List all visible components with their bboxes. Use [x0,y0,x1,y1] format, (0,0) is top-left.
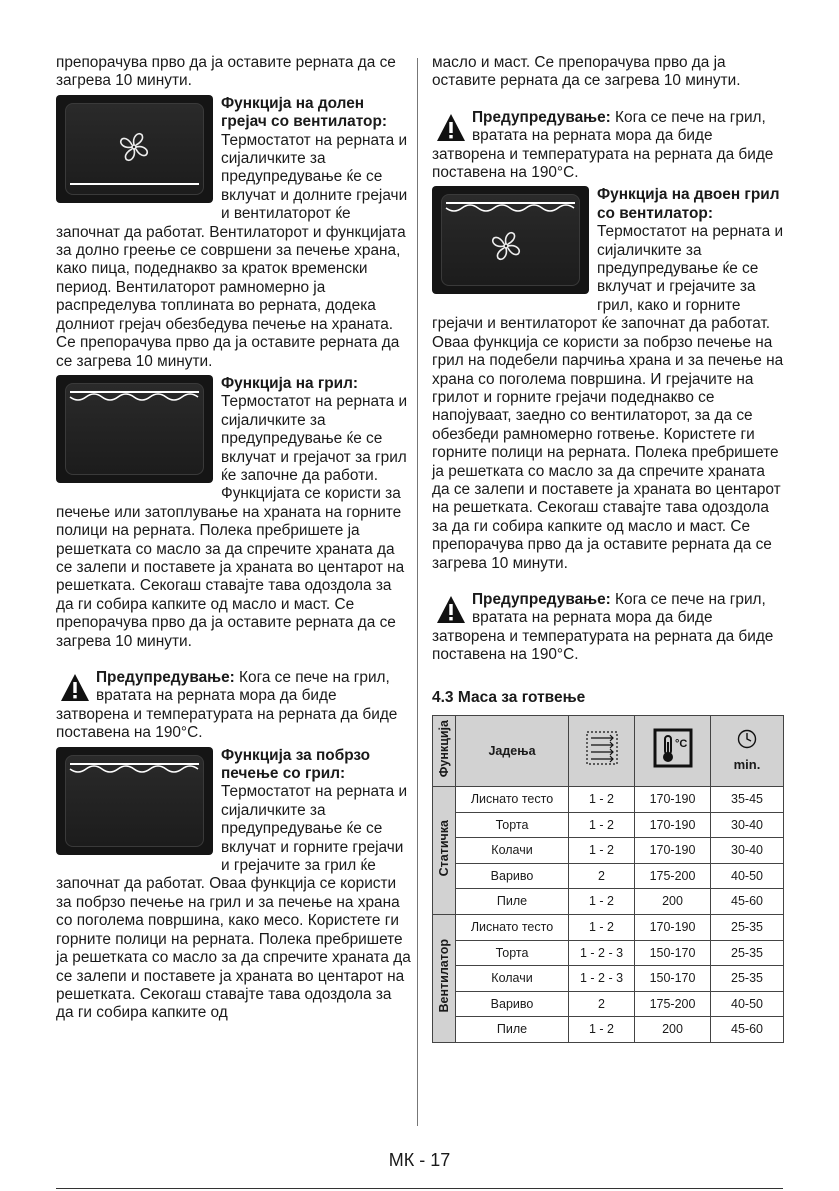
time-cell: 40-50 [711,863,784,889]
svg-text:°C: °C [674,738,687,751]
shelf-cell: 1 - 2 - 3 [569,966,635,992]
shelf-cell: 1 - 2 [569,889,635,915]
dual-grill-title: Функција на двоен грил со вентилатор: [597,186,780,222]
clock-icon [736,728,758,750]
fan-bottom-title: Функција на долен грејач со вентилатор: [221,94,387,131]
header-temperature-icon [635,716,711,787]
shelf-cell: 1 - 2 [569,914,635,940]
warning-left-label: Предупредување: [96,669,235,686]
time-unit: min. [733,756,761,772]
cooking-table [432,715,784,1043]
temperature-cell: 170-190 [635,914,711,940]
header-shelf-icon [569,716,635,787]
time-cell: 45-60 [711,1017,784,1043]
fast-grill-heater-icon [56,747,213,855]
grill-heater-icon [56,375,213,483]
warning-right-2-text: Кога се пече на грил, вратата на рерната мора да биде затворена и температурата на рерната да биде поставена на 190°C. [432,590,774,664]
dish-cell: Пиле [456,1017,569,1043]
dish-cell: Вариво [456,991,569,1017]
warning-icon [436,113,466,143]
table-row [433,940,784,966]
time-cell: 25-35 [711,940,784,966]
fast-grill-title: Функција за побрзо печење со грил: [221,746,371,783]
dish-cell: Торта [456,940,569,966]
fan-bottom-heater-icon [56,95,213,203]
table-row [433,914,784,940]
warning-right-1-text: Кога се пече на грил, вратата на рерната мора да биде затворена и температурата на рерната да биде поставена на 190°C. [432,108,774,182]
dish-cell: Колачи [456,838,569,864]
shelf-cell: 1 - 2 [569,812,635,838]
shelf-cell: 1 - 2 - 3 [569,940,635,966]
dual-grill-fan-icon [432,186,589,294]
function-group-label: Статичка [433,787,456,915]
thermometer-icon [653,728,693,768]
table-row [433,838,784,864]
table-row [433,787,784,813]
header-dishes: Јадења [456,716,569,787]
grill-text: Термостатот на рерната и сијаличките за предупредување ќе се вклучат и грејачот за грил ќе започне да работи. Функцијата се користи за печење или затоплување на храната на горните полици на рерната. Полека пребришете ја решетката со масло за да спречите храната да се залепи и поставете ја храната во центарот на решетката. Секогаш ставајте тава одоздола за да ги собира капките од масло и маст. Се препорачува прво да ја оставите рерната да се загрева 10 минути. [56,393,408,650]
warning-right-1 [432,109,784,183]
shelf-cell: 1 - 2 [569,838,635,864]
time-cell: 30-40 [711,838,784,864]
grill-title: Функција на грил: [221,374,359,392]
page-number: МК - 17 [388,1150,451,1170]
fan-bottom-heater-image [56,95,213,203]
dish-cell: Лиснато тесто [456,787,569,813]
table-row [433,966,784,992]
left-intro: препорачува прво да ја оставите рерната да се загрева 10 минути. [56,54,396,90]
table-row [433,1017,784,1043]
shelf-cell: 1 - 2 [569,1017,635,1043]
time-cell: 35-45 [711,787,784,813]
fan-bottom-text: Термостатот на рерната и сијаличките за предупредување ќе се вклучат и долните грејачи и вентилаторот ќе започнат да работат. Вентилаторот и функцијата за долно греење се совршени за печење храна, како пица, подеднакво за краток временски период. Вентилаторот рамномерно ја распределува топлината во рерната, додека долниот грејач обезбедува печење на храната. Се препорачува прво да ја оставите рерната да се загрева 10 минути. [56,131,408,370]
right-column [432,54,784,1043]
section-title: 4.3 Маса за готвење [432,688,586,706]
column-divider [417,58,418,1126]
shelf-cell: 2 [569,991,635,1017]
table-row [433,889,784,915]
warning-left [56,669,412,743]
table-header-row [433,716,784,787]
table-row [433,991,784,1017]
warning-icon [60,673,90,703]
warning-right-2 [432,591,784,665]
fast-grill-section [56,747,412,1023]
warning-right-2-label: Предупредување: [472,590,611,608]
right-intro: масло и маст. Се препорачува прво да ја оставите рерната да се загрева 10 минути. [432,54,741,90]
dish-cell: Торта [456,812,569,838]
time-cell: 45-60 [711,889,784,915]
table-body [433,787,784,1043]
temperature-cell: 150-170 [635,966,711,992]
dish-cell: Пиле [456,889,569,915]
temperature-cell: 170-190 [635,787,711,813]
fan-bottom-section [56,95,412,371]
table-row [433,812,784,838]
temperature-cell: 175-200 [635,991,711,1017]
temperature-cell: 170-190 [635,812,711,838]
fast-grill-image [56,747,213,855]
dish-cell: Лиснато тесто [456,914,569,940]
dual-grill-section [432,186,784,573]
dual-grill-image [432,186,589,294]
function-group-label: Вентилатор [433,914,456,1042]
temperature-cell: 175-200 [635,863,711,889]
shelf-level-icon [582,728,622,768]
warning-left-text: Кога се пече на грил, вратата на рерната мора да биде затворена и температурата на рерната да биде поставена на 190°C. [56,669,398,742]
time-cell: 40-50 [711,991,784,1017]
time-cell: 25-35 [711,966,784,992]
dish-cell: Вариво [456,863,569,889]
warning-icon [436,595,466,625]
temperature-cell: 200 [635,1017,711,1043]
header-time [711,716,784,787]
time-cell: 30-40 [711,812,784,838]
shelf-cell: 1 - 2 [569,787,635,813]
dual-grill-text: Термостатот на рерната и сијаличките за предупредување ќе се вклучат и грејачите за грил, како и горните грејачи и вентилаторот ќе започнат да работат. Оваа функција се користи за побрзо печење на грил на подебели парчиња храна и за печење на храна со поголема површина. И грејачите на грилот и горните грејачи подеднакво се напојуваат, заедно со вентилаторот, за да се обезбеди рамномерно готвење. Користете ги горните полици на рерната. Полека пребришете ја решетката со масло за да спречите храната да се залепи и поставете ја храната во центарот на решетката. Секогаш ставајте тава одоздола за да ги собира капките од масло и маст. Се препорачува прво да ја оставите рерната да се загрева 10 минути. [432,223,784,572]
time-cell: 25-35 [711,914,784,940]
temperature-cell: 200 [635,889,711,915]
footer-rule [56,1188,783,1189]
grill-section [56,375,412,651]
fast-grill-text: Термостатот на рерната и сијаличките за предупредување ќе се вклучат и горните грејачи и грејачите за грил ќе започнат да работат. Оваа функција се користи за побрзо печење на грил и за печење на храна со поголема површина, како месо. Користете ги горните полици на рерната. Полека пребришете ја решетката со масло за да спречите храната да се залепи и поставете ја храната во центарот на решетката. Секогаш ставајте тава одоздола за да ги собира капките од [56,783,411,1022]
header-function: Функција [433,716,456,787]
shelf-cell: 2 [569,863,635,889]
table-row [433,863,784,889]
temperature-cell: 170-190 [635,838,711,864]
dish-cell: Колачи [456,966,569,992]
temperature-cell: 150-170 [635,940,711,966]
grill-image [56,375,213,483]
left-column [56,54,412,1023]
warning-right-1-label: Предупредување: [472,108,611,126]
